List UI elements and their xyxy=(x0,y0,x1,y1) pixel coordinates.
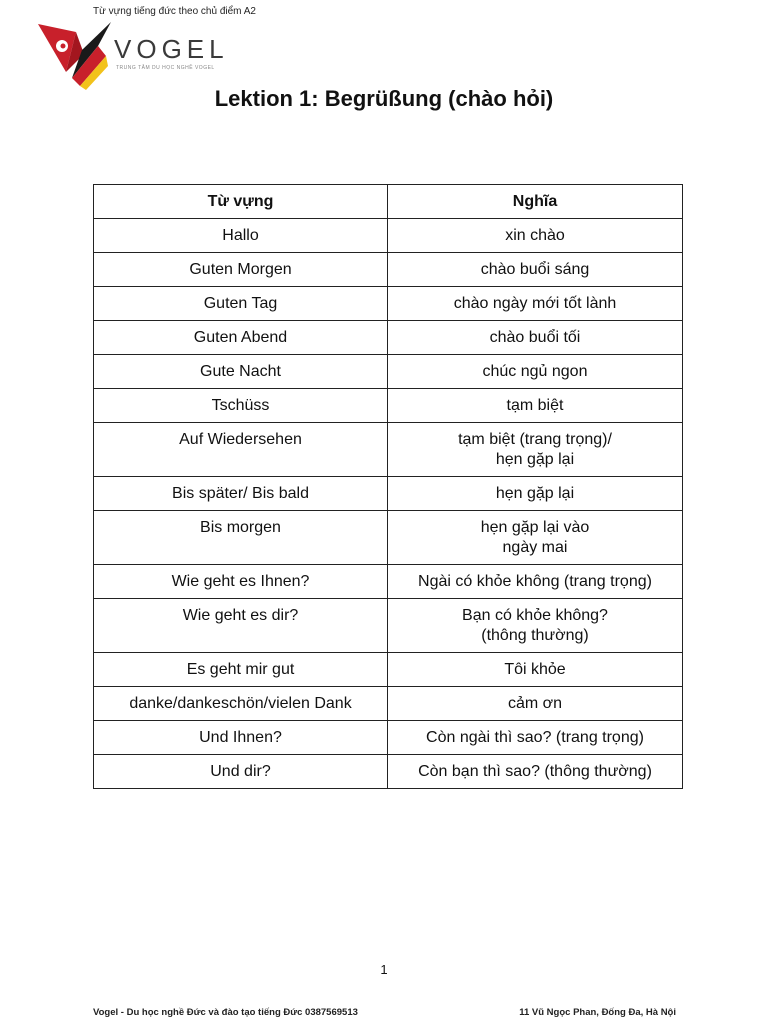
table-row xyxy=(94,653,683,687)
vogel-logo xyxy=(36,20,229,90)
table-row xyxy=(94,219,683,253)
cell-vocabulary: Es geht mir gut xyxy=(94,653,388,687)
cell-meaning: chào buổi sáng xyxy=(388,253,683,287)
page-number: 1 xyxy=(380,962,388,977)
table-row xyxy=(94,287,683,321)
cell-vocabulary: Auf Wiedersehen xyxy=(94,423,388,477)
cell-meaning: chúc ngủ ngon xyxy=(388,355,683,389)
cell-meaning: Tôi khỏe xyxy=(388,653,683,687)
logo-tagline: TRUNG TÂM DU HỌC NGHỀ VOGEL xyxy=(116,65,215,71)
table-row xyxy=(94,423,683,477)
cell-vocabulary: Und dir? xyxy=(94,755,388,789)
table-row xyxy=(94,687,683,721)
column-header-meaning: Nghĩa xyxy=(388,185,683,219)
cell-meaning: Bạn có khỏe không? (thông thường) xyxy=(388,599,683,653)
table-row xyxy=(94,755,683,789)
cell-meaning: chào ngày mới tốt lành xyxy=(388,287,683,321)
column-header-vocabulary: Từ vựng xyxy=(94,185,388,219)
table-row xyxy=(94,599,683,653)
table-row xyxy=(94,321,683,355)
footer-contact: Vogel - Du học nghề Đức và đào tạo tiếng Đức 0387569513 xyxy=(93,1007,358,1018)
cell-vocabulary: Bis morgen xyxy=(94,511,388,565)
cell-vocabulary: Hallo xyxy=(94,219,388,253)
cell-vocabulary: Guten Abend xyxy=(94,321,388,355)
header-note: Từ vựng tiếng đức theo chủ điểm A2 xyxy=(93,6,256,17)
cell-vocabulary: Wie geht es Ihnen? xyxy=(94,565,388,599)
table-row xyxy=(94,477,683,511)
cell-meaning: tạm biệt xyxy=(388,389,683,423)
cell-vocabulary: Guten Morgen xyxy=(94,253,388,287)
bird-logo-icon xyxy=(36,20,114,90)
table-row xyxy=(94,511,683,565)
cell-meaning: Còn ngài thì sao? (trang trọng) xyxy=(388,721,683,755)
cell-vocabulary: Und Ihnen? xyxy=(94,721,388,755)
table-row xyxy=(94,389,683,423)
cell-vocabulary: Guten Tag xyxy=(94,287,388,321)
cell-vocabulary: Wie geht es dir? xyxy=(94,599,388,653)
table-row xyxy=(94,565,683,599)
cell-vocabulary: Gute Nacht xyxy=(94,355,388,389)
footer-address: 11 Vũ Ngọc Phan, Đống Đa, Hà Nội xyxy=(519,1007,676,1018)
vocabulary-table xyxy=(93,184,683,789)
page-title: Lektion 1: Begrüßung (chào hỏi) xyxy=(214,86,554,111)
cell-meaning: tạm biệt (trang trọng)/ hẹn gặp lại xyxy=(388,423,683,477)
cell-meaning: Ngài có khỏe không (trang trọng) xyxy=(388,565,683,599)
cell-meaning: cảm ơn xyxy=(388,687,683,721)
table-header-row xyxy=(94,185,683,219)
cell-vocabulary: Tschüss xyxy=(94,389,388,423)
table-row xyxy=(94,355,683,389)
table-row xyxy=(94,253,683,287)
cell-meaning: Còn bạn thì sao? (thông thường) xyxy=(388,755,683,789)
table-row xyxy=(94,721,683,755)
cell-meaning: chào buổi tối xyxy=(388,321,683,355)
cell-meaning: hẹn gặp lại xyxy=(388,477,683,511)
table-body xyxy=(94,219,683,789)
cell-meaning: xin chào xyxy=(388,219,683,253)
cell-vocabulary: danke/dankeschön/vielen Dank xyxy=(94,687,388,721)
cell-meaning: hẹn gặp lại vào ngày mai xyxy=(388,511,683,565)
logo-wordmark: VOGEL xyxy=(114,34,229,64)
cell-vocabulary: Bis später/ Bis bald xyxy=(94,477,388,511)
